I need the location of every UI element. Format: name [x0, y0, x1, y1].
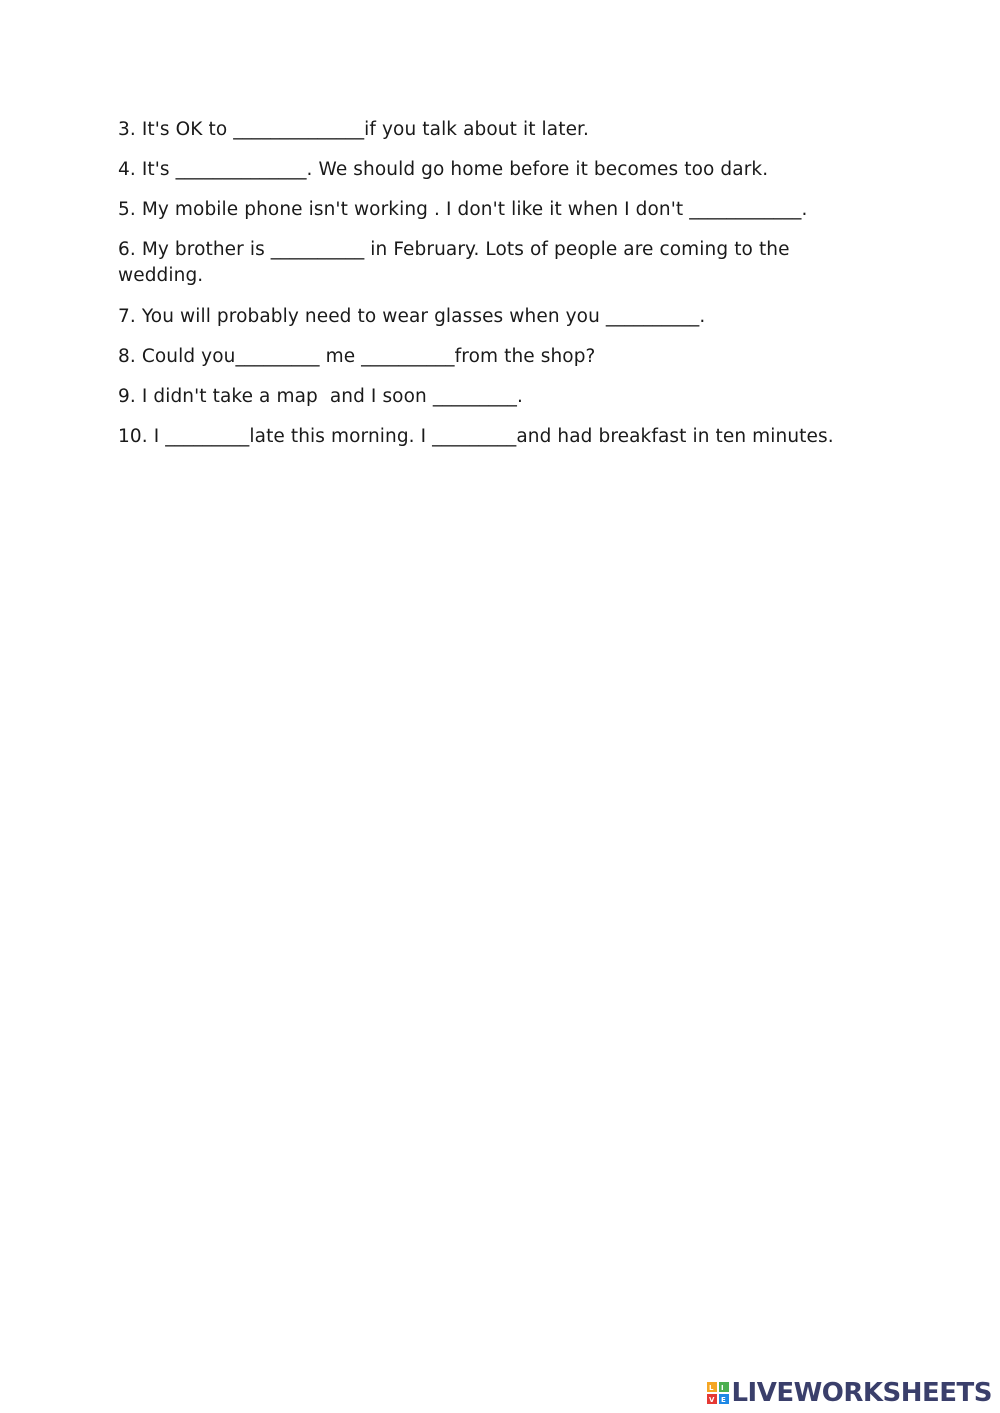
svg-text:E: E [721, 1396, 727, 1404]
question-5: 5. My mobile phone isn't working . I don't like it when I don't ____________. [118, 199, 808, 220]
svg-text:V: V [709, 1396, 715, 1404]
question-6: 6. My brother is __________ in February. Lots of people are coming to the wedding. [118, 239, 796, 286]
question-8: 8. Could you_________ me __________from the shop? [118, 346, 596, 367]
question-4: 4. It's ______________. We should go home before it becomes too dark. [118, 159, 769, 180]
liveworksheets-logo [707, 1379, 992, 1407]
worksheet [118, 117, 878, 464]
question-9: 9. I didn't take a map and I soon _________. [118, 386, 523, 407]
question-10: 10. I _________late this morning. I _________and had breakfast in ten minutes. [118, 426, 834, 447]
liveworksheets-logo-text: LIVEWORKSHEETS [731, 1378, 992, 1408]
svg-text:L: L [709, 1384, 714, 1392]
question-7: 7. You will probably need to wear glasses when you __________. [118, 306, 706, 327]
liveworksheets-mark-icon [707, 1382, 729, 1404]
svg-text:I: I [721, 1384, 725, 1392]
question-3: 3. It's OK to ______________if you talk about it later. [118, 119, 590, 140]
